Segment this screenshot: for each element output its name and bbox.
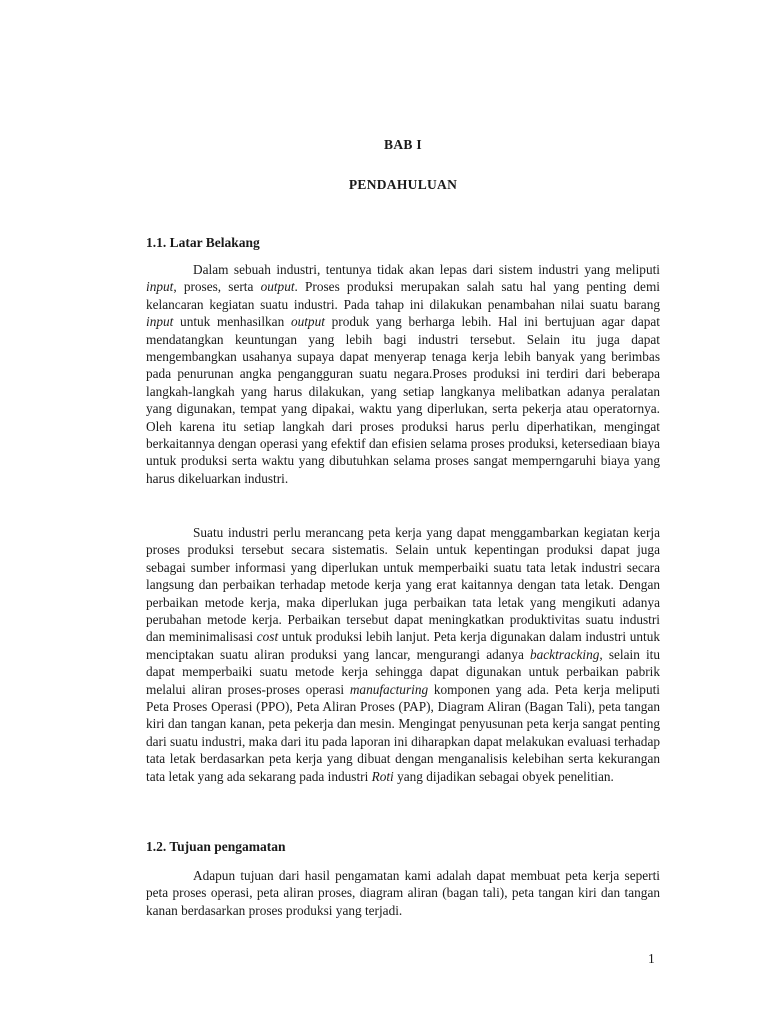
paragraph-tujuan-pengamatan [146, 867, 660, 919]
page-number: 1 [648, 951, 655, 966]
paragraph-latar-belakang-2 [146, 524, 660, 785]
chapter-number: BAB I [384, 137, 422, 152]
section-heading-tujuan-pengamatan: 1.2. Tujuan pengamatan [146, 839, 286, 854]
text-run: yang dijadikan sebagai obyek penelitian. [393, 768, 614, 784]
text-run: komponen yang ada. Peta kerja meliputi Peta Proses Operasi (PPO), Peta Aliran Proses (PAP), Diagram Aliran (Bagan Tali), peta tangan kiri dan tangan kanan, peta pekerja dan mesin. Mengingat penyusunan peta kerja sangat penting dari suatu industri, maka dari itu pada laporan ini diharapkan dapat melakukan evaluasi terhadap tata letak berdasarkan peta kerja yang dibuat dengan menganalisis kelebihan serta kekurangan tata letak yang ada sekarang pada industri [146, 681, 660, 784]
text-run: untuk menhasilkan [173, 314, 291, 330]
section-heading-latar-belakang: 1.1. Latar Belakang [146, 235, 260, 250]
text-run: Dalam sebuah industri, tentunya tidak akan lepas dari sistem industri yang meliputi [193, 262, 660, 277]
italic-term: input [146, 279, 174, 295]
text-run: , selain itu dapat memperbaiki suatu metode kerja sehingga dapat digunakan untuk perbaikan pabrik melalui aliran proses-proses operasi [146, 646, 660, 697]
italic-term: cost [256, 629, 279, 645]
text-run: untuk produksi lebih lanjut. Peta kerja digunakan dalam industri untuk menciptakan suatu aliran produksi yang lancar, mengurangi adanya [146, 629, 660, 662]
italic-term: Roti [371, 768, 394, 784]
italic-term: output [260, 279, 295, 295]
text-run: , proses, serta [173, 279, 261, 295]
text-run: Adapun tujuan dari hasil pengamatan kami adalah dapat membuat peta kerja seperti peta proses operasi, peta aliran proses, diagram aliran (bagan tali), peta tangan kiri dan tangan kanan berdasarkan proses produksi yang terjadi. [146, 868, 660, 918]
italic-term: output [290, 314, 325, 330]
italic-term: input [146, 314, 174, 330]
chapter-title: PENDAHULUAN [348, 177, 458, 192]
text-run: . Proses produksi merupakan salah satu hal yang penting demi kelancaran kegiatan suatu industri. Pada tahap ini dilakukan penambahan nilai suatu barang [146, 279, 660, 312]
paragraph-latar-belakang-1 [146, 261, 660, 487]
text-run: Suatu industri perlu merancang peta kerja yang dapat menggambarkan kegiatan kerja proses produksi tersebut secara sistematis. Selain untuk kepentingan produksi dapat juga sebagai sumber informasi yang diperlukan untuk memperbaiki suatu tata letak industri secara langsung dan perbaikan terhadap metode kerja yang erat kaitannya dengan tata letak. Dengan perbaikan metode kerja, maka diperlukan juga perbaikan tata letak yang mengikuti adanya perubahan metode kerja. Perbaikan tersebut dapat meningkatkan produktivitas suatu industri dan meminimalisasi [146, 525, 660, 645]
italic-term: backtracking [529, 646, 600, 662]
italic-term: manufacturing [349, 681, 429, 697]
text-run: produk yang berharga lebih. Hal ini bertujuan agar dapat mendatangkan keuntungan yang lebih bagi industri tersebut. Selain itu juga dapat mengembangkan usahanya supaya dapat menyerap tenaga kerja lebih banyak yang berimbas pada penurunan angka pengangguran suatu negara.Proses produksi ini terdiri dari beberapa langkah-langkah yang harus dilakukan, yang setiap langkanya melibatkan adanya peralatan yang digunakan, tempat yang dipakai, waktu yang diperlukan, serta pekerja atau operatornya. Oleh karena itu setiap langkah dari proses produksi harus perlu diperhatikan, mengingat berkaitannya dengan operasi yang efektif dan efisien selama proses produksi, ketersediaan biaya untuk produksi serta waktu yang dibutuhkan selama proses sangat memperngaruhi biaya yang harus dikeluarkan industri. [146, 314, 660, 486]
